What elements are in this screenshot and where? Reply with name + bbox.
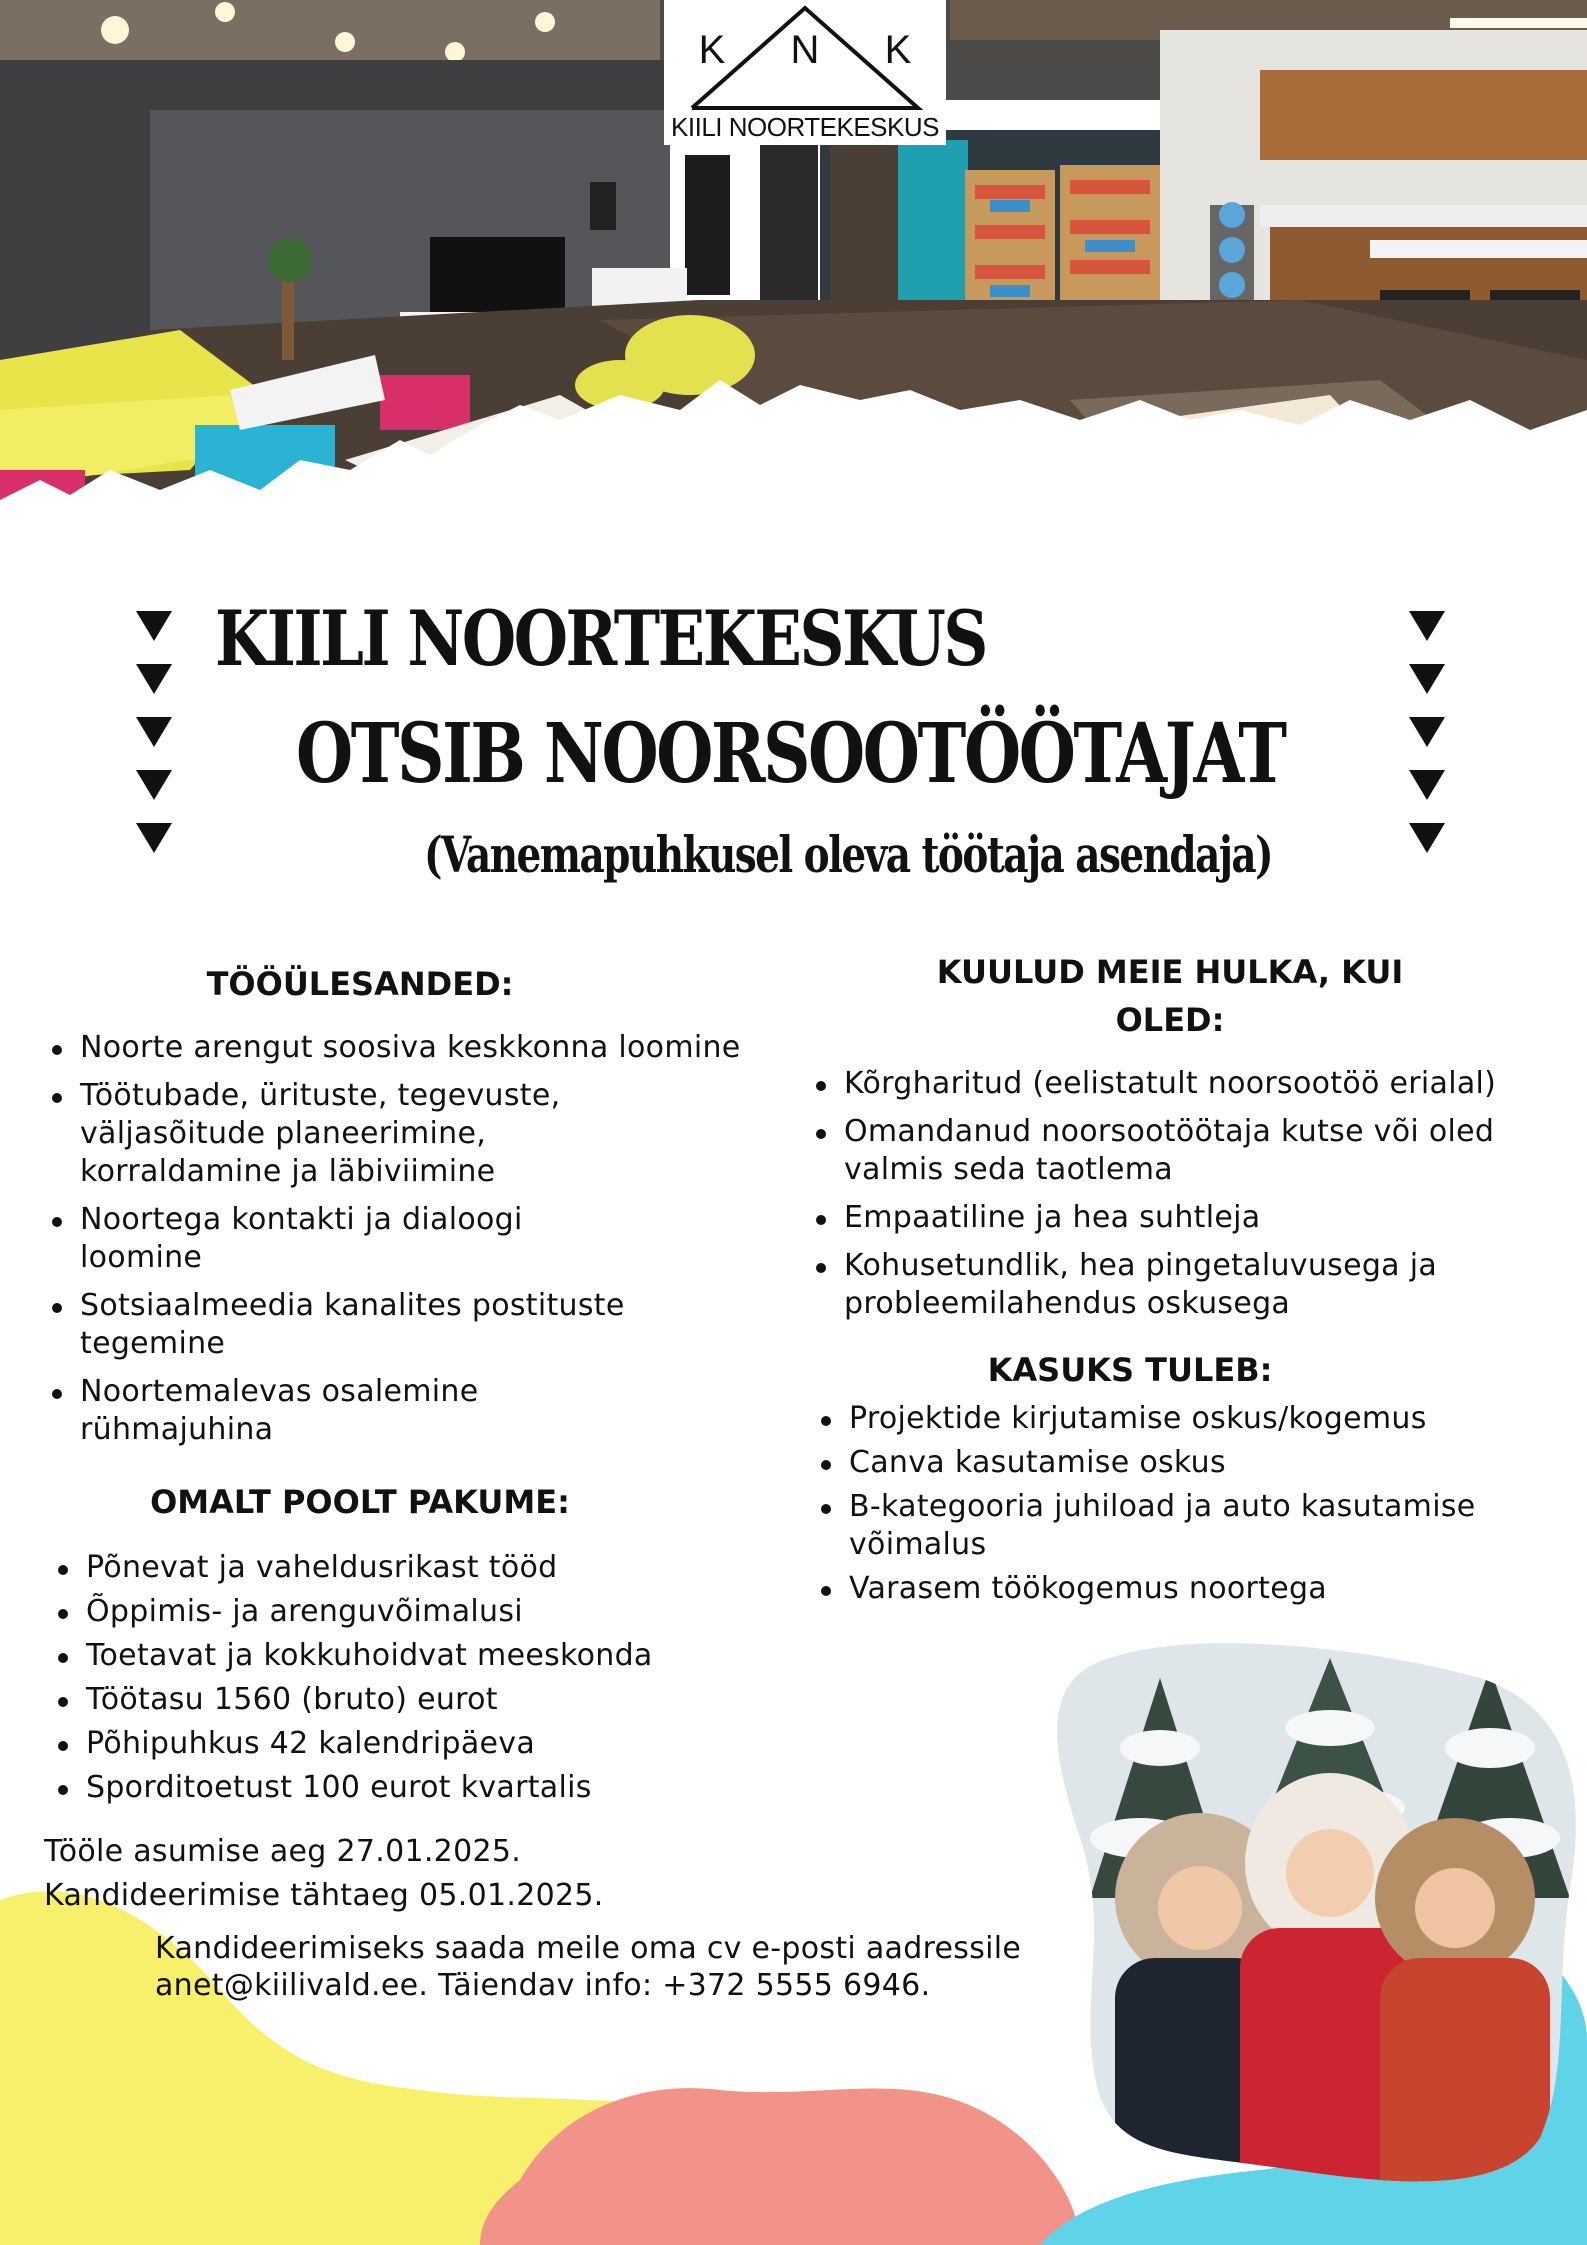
headline-organization: KIILI NOORTEKESKUS [215,594,986,683]
list-item: Sporditoetust 100 eurot kvartalis [52,1769,812,1807]
list-item-line: võimalus [849,1527,987,1562]
down-triangle-icon [1409,823,1445,853]
list-item [810,1247,1570,1323]
list-item-line: Empaatiline ja hea suhtleja [844,1200,1261,1235]
list-item [46,1201,826,1277]
list-item [46,1077,826,1191]
headline-position: OTSIB NOORSOOTÖÖTAJAT [296,706,1285,802]
list-item-line: Projektide kirjutamise oskus/kogemus [849,1401,1427,1436]
list-item [815,1400,1575,1438]
list-item-line: Töötubade, ürituste, tegevuste, [80,1078,561,1113]
down-triangle-icon [136,611,172,641]
list-item-line: B-kategooria juhiload ja auto kasutamise [849,1489,1476,1524]
list-item: Õppimis- ja arenguvõimalusi [52,1593,812,1631]
list-item [810,1113,1570,1189]
list-item-line: tegemine [80,1326,226,1361]
list-item: Töötasu 1560 (bruto) eurot [52,1681,812,1719]
right-arrow-column [1409,611,1447,876]
list-item [46,1029,826,1067]
contact-email-phone: anet@kiilivald.ee. Täiendav info: +372 5555 6946. [155,1968,931,2003]
start-date-text: Tööle asumise aeg 27.01.2025. [44,1834,522,1869]
list-item-line: rühmajuhina [80,1412,274,1447]
left-arrow-column [136,611,174,876]
down-triangle-icon [1409,664,1445,694]
bonus-list [815,1400,1575,1614]
list-item-line: Noorte arengut soosiva keskkonna loomine [80,1030,741,1065]
down-triangle-icon [136,717,172,747]
list-item-line: korraldamine ja läbiviimine [80,1154,496,1189]
list-item-line: väljasõitude planeerimine, [80,1116,487,1151]
down-triangle-icon [136,770,172,800]
list-item [46,1287,826,1363]
contact-text: Kandideerimiseks saada meile oma cv e-posti aadressile [155,1931,1022,1966]
list-item-line: Noortemalevas osalemine [80,1374,479,1409]
down-triangle-icon [1409,770,1445,800]
list-item: Põhipuhkus 42 kalendripäeva [52,1725,812,1763]
logo-letter-n: N [790,28,820,72]
list-item [810,1199,1570,1237]
list-item: Toetavat ja kokkuhoidvat meeskonda [52,1637,812,1675]
tasks-heading: TÖÖÜLESANDED: [206,965,514,1003]
list-item [815,1570,1575,1608]
list-item-line: valmis seda taotlema [844,1152,1173,1187]
list-item-line: Kohusetundlik, hea pingetaluvusega ja [844,1248,1438,1283]
requirements-list [810,1065,1570,1333]
list-item-line: Varasem töökogemus noortega [849,1571,1327,1606]
logo-letter-k: K [698,28,726,72]
down-triangle-icon [1409,611,1445,641]
list-item-line: probleemilahendus oskusega [844,1286,1291,1321]
requirements-heading-line: OLED: [1115,1001,1225,1039]
logo-caption: KIILI NOORTEKESKUS [671,112,939,142]
kiili-noortekeskus-logo [664,0,946,145]
list-item [815,1488,1575,1564]
down-triangle-icon [1409,717,1445,747]
deadline-text: Kandideerimise tähtaeg 05.01.2025. [44,1878,604,1913]
offer-list [52,1549,812,1813]
list-item-line: Canva kasutamise oskus [849,1445,1226,1480]
bonus-heading: KASUKS TULEB: [987,1351,1273,1389]
team-winter-photo [1050,1638,1587,2198]
requirements-heading-line: KUULUD MEIE HULKA, KUI [936,953,1404,991]
list-item [46,1373,826,1449]
list-item [810,1065,1570,1103]
list-item-line: Omandanud noorsootöötaja kutse või oled [844,1114,1495,1149]
down-triangle-icon [136,823,172,853]
list-item-line: Sotsiaalmeedia kanalites postituste [80,1288,625,1323]
logo-letter-k: K [884,28,912,72]
list-item-line: Kõrgharitud (eelistatult noorsootöö erialal) [844,1066,1497,1101]
headline-subtitle: (Vanemapuhkusel oleva töötaja asendaja) [424,825,1272,884]
requirements-heading [860,948,1480,1044]
tasks-list [46,1029,826,1459]
down-triangle-icon [136,664,172,694]
list-item-line: Noortega kontakti ja dialoogi [80,1202,523,1237]
list-item: Põnevat ja vaheldusrikast tööd [52,1549,812,1587]
list-item-line: loomine [80,1240,203,1275]
list-item [815,1444,1575,1482]
offer-heading: OMALT POOLT PAKUME: [150,1483,570,1521]
